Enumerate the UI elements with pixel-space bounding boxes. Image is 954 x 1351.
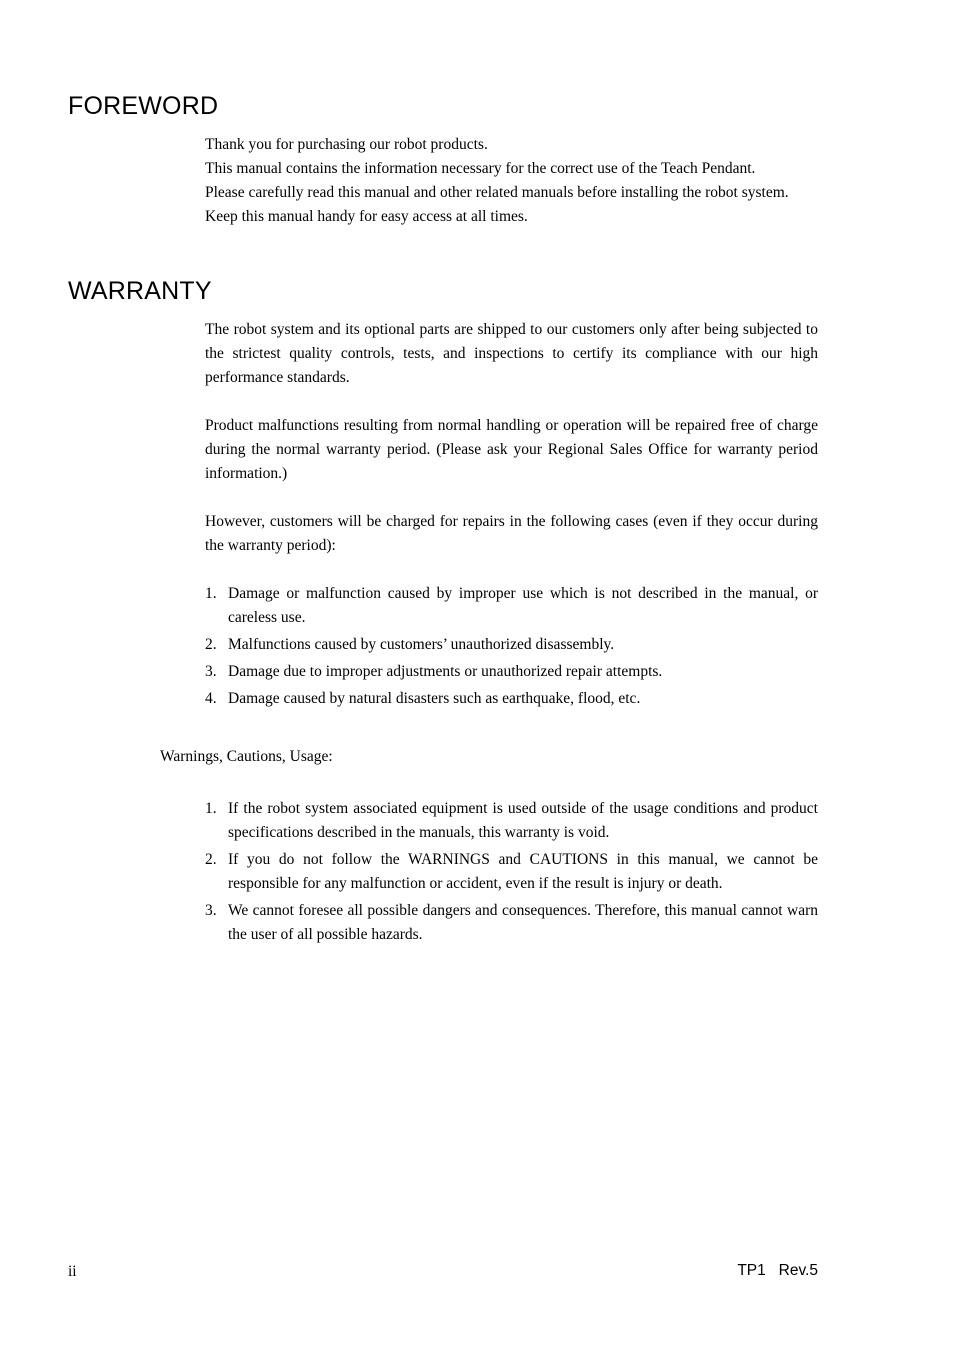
foreword-line: Keep this manual handy for easy access at all times. bbox=[205, 208, 528, 225]
list-number: 3. bbox=[205, 663, 217, 680]
foreword-heading: FOREWORD bbox=[68, 92, 219, 120]
warranty-heading: WARRANTY bbox=[68, 277, 212, 305]
warranty-paragraph: However, customers will be charged for repairs in the following cases (even if they occur during the warranty period): bbox=[205, 513, 818, 554]
usage-list bbox=[205, 797, 818, 947]
warranty-paragraph: Product malfunctions resulting from normal handling or operation will be repaired free of charge during the normal warranty period. (Please ask your Regional Sales Office for warranty period information.) bbox=[205, 417, 818, 482]
document-revision: TP1 Rev.5 bbox=[737, 1262, 818, 1279]
list-item bbox=[205, 848, 818, 896]
list-text: If the robot system associated equipment is used outside of the usage conditions and product specifications described in the manuals, this warranty is void. bbox=[228, 800, 818, 841]
list-text: Damage or malfunction caused by improper use which is not described in the manual, or careless use. bbox=[228, 585, 818, 626]
list-item bbox=[205, 582, 818, 630]
list-number: 3. bbox=[205, 902, 217, 919]
foreword-line: Thank you for purchasing our robot products. bbox=[205, 136, 488, 153]
list-text: Damage due to improper adjustments or unauthorized repair attempts. bbox=[228, 663, 663, 680]
list-text: If you do not follow the WARNINGS and CAUTIONS in this manual, we cannot be responsible for any malfunction or accident, even if the result is injury or death. bbox=[228, 851, 818, 892]
list-number: 2. bbox=[205, 851, 217, 868]
list-item bbox=[205, 899, 818, 947]
foreword-body bbox=[205, 133, 818, 229]
list-text: Malfunctions caused by customers’ unauthorized disassembly. bbox=[228, 636, 615, 653]
list-number: 1. bbox=[205, 585, 217, 602]
list-item bbox=[205, 687, 818, 711]
list-number: 2. bbox=[205, 636, 217, 653]
foreword-line: Please carefully read this manual and other related manuals before installing the robot system. bbox=[205, 184, 789, 201]
list-item bbox=[205, 660, 818, 684]
list-text: Damage caused by natural disasters such as earthquake, flood, etc. bbox=[228, 690, 641, 707]
list-text: We cannot foresee all possible dangers and consequences. Therefore, this manual cannot warn the user of all possible hazards. bbox=[228, 902, 818, 943]
warranty-paragraph: The robot system and its optional parts are shipped to our customers only after being subjected to the strictest quality controls, tests, and inspections to certify its compliance with our high performance standards. bbox=[205, 321, 818, 386]
usage-body bbox=[205, 797, 818, 950]
list-item bbox=[205, 797, 818, 845]
list-number: 4. bbox=[205, 690, 217, 707]
charged-cases-list bbox=[205, 582, 818, 711]
list-item bbox=[205, 633, 818, 657]
usage-label: Warnings, Cautions, Usage: bbox=[160, 748, 333, 765]
foreword-line: This manual contains the information necessary for the correct use of the Teach Pendant. bbox=[205, 160, 756, 177]
list-number: 1. bbox=[205, 800, 217, 817]
warranty-body bbox=[205, 318, 818, 714]
page-number: ii bbox=[68, 1263, 77, 1280]
